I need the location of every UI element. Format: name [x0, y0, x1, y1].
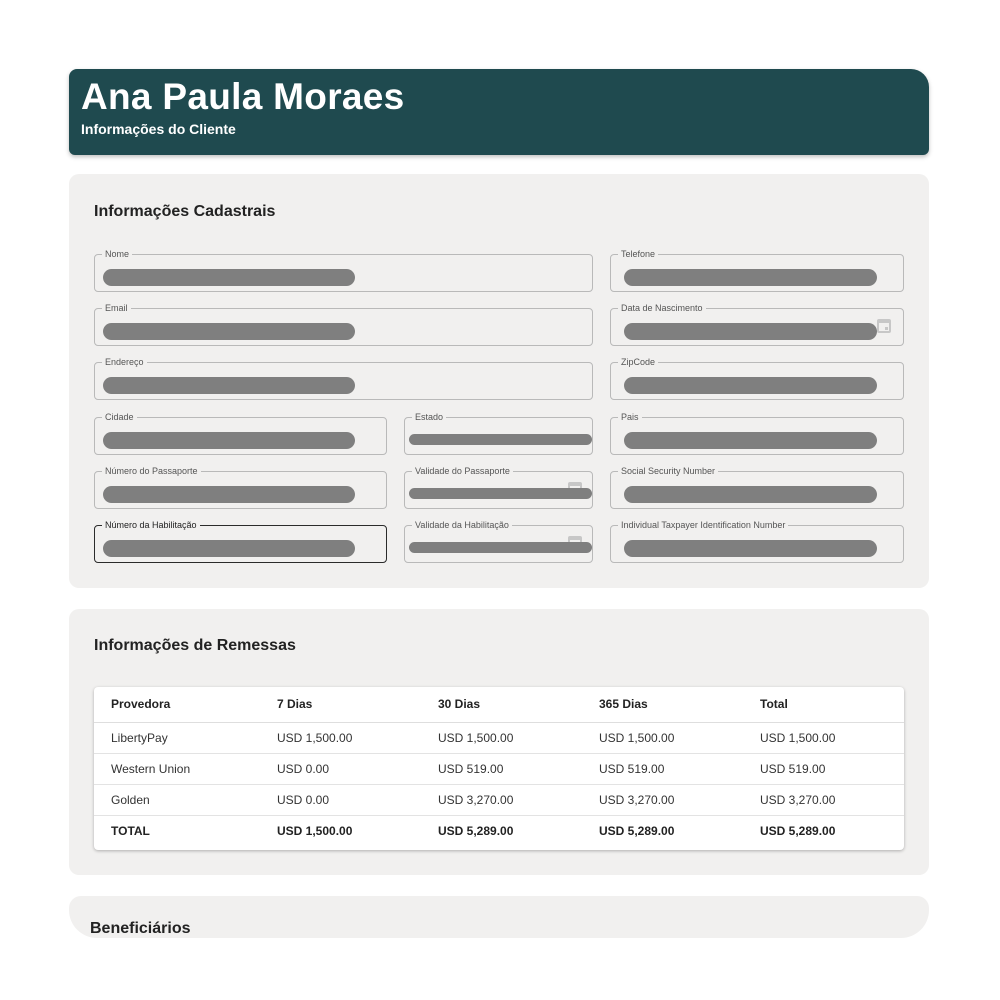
table-row — [94, 722, 904, 753]
validade-habilitacao-field[interactable] — [404, 520, 593, 563]
redacted-value — [103, 432, 355, 449]
telefone-label: Telefone — [618, 248, 658, 260]
remittance-title: Informações de Remessas — [94, 637, 296, 654]
redacted-value — [624, 323, 877, 340]
numero-habilitacao-field[interactable] — [94, 520, 387, 563]
data-nascimento-field[interactable] — [610, 303, 904, 346]
amount-cell: USD 1,500.00 — [582, 722, 743, 753]
numero-habilitacao-label: Número da Habilitação — [102, 519, 200, 531]
estado-label: Estado — [412, 411, 446, 423]
itin-field[interactable] — [610, 520, 904, 563]
cidade-label: Cidade — [102, 411, 137, 423]
validade-passaporte-label: Validade do Passaporte — [412, 465, 513, 477]
amount-cell: USD 3,270.00 — [582, 784, 743, 815]
amount-cell: USD 3,270.00 — [421, 784, 582, 815]
redacted-value — [409, 434, 592, 445]
ssn-field[interactable] — [610, 466, 904, 509]
redacted-value — [409, 542, 592, 553]
estado-field[interactable] — [404, 412, 593, 455]
client-header — [69, 69, 929, 155]
remittance-card — [69, 609, 929, 875]
redacted-value — [624, 432, 877, 449]
column-header: 365 Dias — [582, 687, 743, 722]
amount-cell: USD 519.00 — [743, 753, 904, 784]
total-amount-cell: USD 5,289.00 — [760, 823, 836, 838]
amount-cell: USD 1,500.00 — [421, 722, 582, 753]
registration-title: Informações Cadastrais — [94, 203, 276, 220]
redacted-value — [624, 540, 877, 557]
column-header: Provedora — [94, 687, 260, 722]
registration-card — [69, 174, 929, 588]
itin-label: Individual Taxpayer Identification Number — [618, 519, 788, 531]
column-header: 30 Dias — [421, 687, 582, 722]
telefone-field[interactable] — [610, 249, 904, 292]
cidade-field[interactable] — [94, 412, 387, 455]
redacted-value — [103, 540, 355, 557]
redacted-value — [624, 269, 877, 286]
nome-label: Nome — [102, 248, 132, 260]
email-label: Email — [102, 302, 131, 314]
validade-passaporte-field[interactable] — [404, 466, 593, 509]
email-field[interactable] — [94, 303, 593, 346]
pais-field[interactable] — [610, 412, 904, 455]
pais-label: Pais — [618, 411, 642, 423]
zipcode-label: ZipCode — [618, 356, 658, 368]
remittance-table — [94, 687, 904, 850]
amount-cell: USD 1,500.00 — [743, 722, 904, 753]
total-amount-cell: USD 5,289.00 — [599, 823, 675, 838]
amount-cell: USD 519.00 — [582, 753, 743, 784]
table-header-row — [94, 687, 904, 722]
amount-cell: USD 0.00 — [260, 753, 421, 784]
beneficiaries-card — [69, 896, 929, 938]
endereco-label: Endereço — [102, 356, 147, 368]
amount-cell: USD 1,500.00 — [260, 722, 421, 753]
ssn-label: Social Security Number — [618, 465, 718, 477]
provider-cell: LibertyPay — [94, 722, 260, 753]
provider-cell: Golden — [94, 784, 260, 815]
calendar-icon[interactable] — [877, 319, 891, 333]
table-total-row — [94, 815, 904, 846]
redacted-value — [409, 488, 592, 499]
redacted-value — [103, 377, 355, 394]
client-subtitle: Informações do Cliente — [81, 121, 236, 137]
column-header: 7 Dias — [260, 687, 421, 722]
redacted-value — [103, 323, 355, 340]
data-nascimento-label: Data de Nascimento — [618, 302, 706, 314]
numero-passaporte-field[interactable] — [94, 466, 387, 509]
zipcode-field[interactable] — [610, 357, 904, 400]
total-label-cell: TOTAL — [111, 823, 150, 838]
endereco-field[interactable] — [94, 357, 593, 400]
numero-passaporte-label: Número do Passaporte — [102, 465, 201, 477]
redacted-value — [624, 486, 877, 503]
total-amount-cell: USD 1,500.00 — [277, 823, 353, 838]
column-header: Total — [743, 687, 904, 722]
validade-habilitacao-label: Validade da Habilitação — [412, 519, 512, 531]
redacted-value — [103, 269, 355, 286]
amount-cell: USD 519.00 — [421, 753, 582, 784]
table-row — [94, 753, 904, 784]
redacted-value — [624, 377, 877, 394]
nome-field[interactable] — [94, 249, 593, 292]
amount-cell: USD 3,270.00 — [743, 784, 904, 815]
provider-cell: Western Union — [94, 753, 260, 784]
table-row — [94, 784, 904, 815]
beneficiaries-title: Beneficiários — [90, 920, 191, 937]
redacted-value — [103, 486, 355, 503]
total-amount-cell: USD 5,289.00 — [438, 823, 514, 838]
client-name: Ana Paula Moraes — [81, 76, 405, 117]
amount-cell: USD 0.00 — [260, 784, 421, 815]
